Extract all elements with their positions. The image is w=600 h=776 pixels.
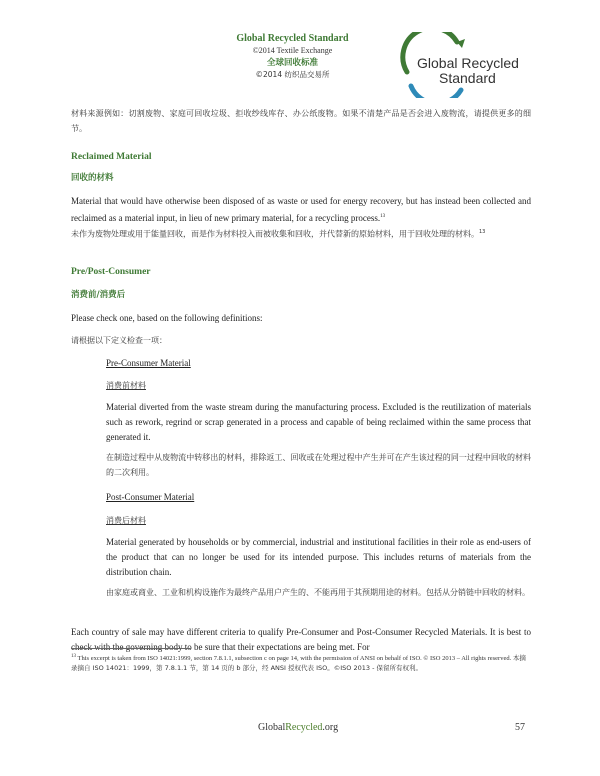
post-consumer-title-cn: 消费后材料 — [106, 516, 146, 525]
header-title: Global Recycled Standard — [236, 33, 349, 44]
heading-reclaimed-cn: 回收的材料 — [71, 173, 114, 183]
heading-reclaimed: Reclaimed Material — [71, 152, 152, 162]
logo-text-1: Global Recycled — [417, 55, 519, 71]
paragraph-check-cn: 请根据以下定义检查一项： — [71, 336, 167, 345]
pre-consumer-text-cn: 在制造过程中从废物流中转移出的材料，排除返工、回收或在处理过程中产生并可在产生该过程的同一过程中回收的材料的二次利用。 — [106, 453, 531, 477]
pre-consumer-title: Pre-Consumer Material — [106, 358, 191, 368]
footnote-ref-cn: 13 — [479, 229, 486, 235]
footer-website — [258, 722, 338, 733]
footer-site-suffix: .org — [322, 722, 339, 733]
pre-consumer-title-cn: 消费前材料 — [106, 381, 146, 390]
heading-prepost-cn: 消费前/消费后 — [71, 290, 126, 300]
reclaimed-text: Material that would have otherwise been disposed of as waste or used for energy recovery, but has instead been collected and reclaimed as a material input, in lieu of new primary material, for a recycling process. — [71, 196, 531, 223]
footnote — [71, 653, 531, 673]
header-copyright-cn: ©2014 纺织品交易所 — [255, 70, 330, 79]
page-number: 57 — [515, 722, 525, 733]
post-consumer-text: Material generated by households or by commercial, industrial and institutional facilities in their role as end-users of the product that can no longer be used for its intended purpose. This includes returns of materials from the distribution chain. — [106, 537, 531, 577]
grs-logo — [393, 32, 533, 98]
footer-site-prefix: Global — [258, 722, 286, 733]
footnote-mark: 13 — [71, 654, 76, 659]
paragraph-reclaimed — [71, 194, 531, 226]
heading-prepost: Pre/Post-Consumer — [71, 267, 151, 277]
paragraph-reclaimed-cn — [71, 225, 531, 242]
paragraph-country-criteria: Each country of sale may have different criteria to qualify Pre-Consumer and Post-Consumer Recycled Materials. It is best to check with the governing body to be sure that their expectations are being met. For — [71, 627, 531, 652]
pre-consumer-text: Material diverted from the waste stream during the manufacturing process. Excluded is the reutilization of materials such as rework, regrind or scrap generated in a process and capable of being reclaimed within the same process that generated it. — [106, 402, 531, 442]
post-consumer-text-cn: 由家庭或商业、工业和机构设施作为最终产品用户产生的、不能再用于其预期用途的材料。包括从分销链中回收的材料。 — [106, 588, 530, 597]
logo-text-2: Standard — [439, 70, 496, 86]
header-title-cn: 全球回收标准 — [266, 58, 318, 68]
post-consumer-title: Post-Consumer Material — [106, 492, 195, 502]
reclaimed-text-cn: 未作为废物处理或用于能量回收，而是作为材料投入而被收集和回收，并代替新的原始材料，用于回收处理的材料。 — [71, 229, 479, 239]
page-header — [200, 33, 385, 81]
paragraph-check: Please check one, based on the following definitions: — [71, 313, 263, 323]
footer-site-mid: Recycled — [285, 722, 323, 733]
footnote-divider — [71, 648, 191, 649]
footnote-text: This excerpt is taken from ISO 14021:1999, section 7.8.1.1, subsection c on page 14, with the permission of ANSI on behalf of ISO. © ISO 2013 – All rights reserved. — [77, 655, 512, 663]
paragraph-source-cn: 材料来源例如：切割废物、家庭可回收垃圾、拒收纱线库存、办公纸废物。如果不清楚产品是否会进入废物流，请提供更多的细节。 — [71, 109, 531, 133]
footnote-text-cn: 本摘录摘自 ISO 14021：1999，第 7.8.1.1 节，第 14 页的 b 部分，经 ANSI 授权代表 ISO。©ISO 2013 - 保留所有权利。 — [71, 654, 526, 672]
header-copyright: ©2014 Textile Exchange — [252, 46, 333, 55]
footnote-ref: 13 — [380, 214, 386, 219]
